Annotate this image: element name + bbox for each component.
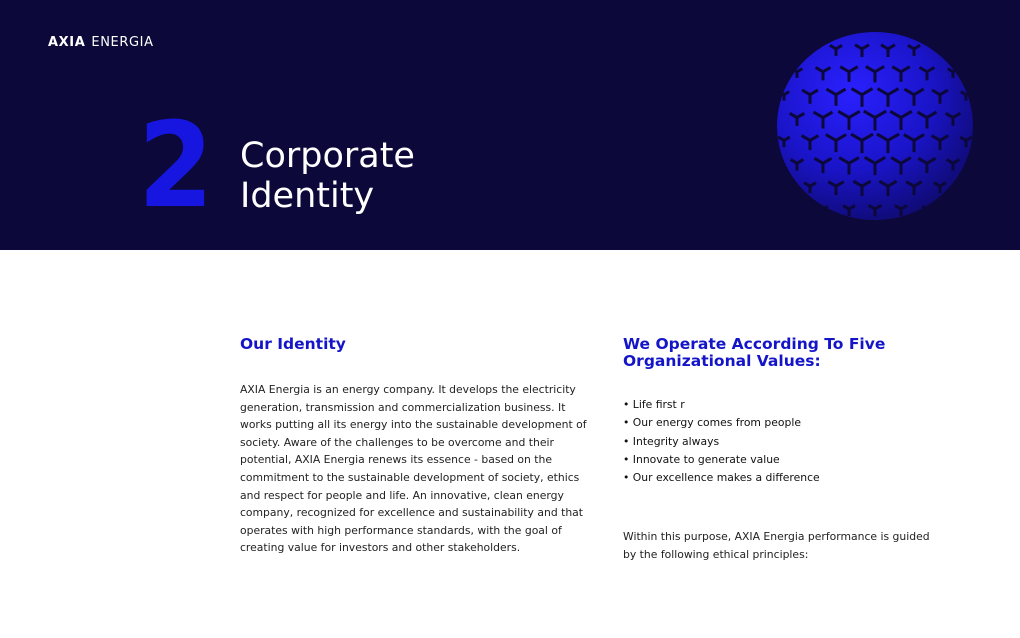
values-list-item: • Our excellence makes a difference xyxy=(623,471,820,485)
globe-facet-line xyxy=(953,69,958,72)
faceted-globe-icon xyxy=(775,30,975,222)
hero-banner xyxy=(0,0,1020,250)
logo-name: ENERGIA xyxy=(91,35,154,50)
identity-body: AXIA Energia is an energy company. It develops the electricity generation, transmission and commercialization business. It works putting all its energy into the sustainable development of society. Aware of the challenges to be overcome and their potential, AXIA Energia renews its essence - based on the commitment to the sustainable development of society, ethics and respect for people and life. An innovative, clean energy company, recognized for excellence and sustainability and that operates with high performance standards, with the goal of creating value for investors and other stakeholders. xyxy=(240,383,587,555)
globe-facet-line xyxy=(966,92,971,95)
globe-facet-line xyxy=(810,46,814,49)
chapter-title-line2: Identity xyxy=(240,176,375,216)
values-heading: We Operate According To Five Organizational Values: xyxy=(623,335,886,370)
identity-heading: Our Identity xyxy=(240,335,346,353)
chapter-title xyxy=(240,136,480,216)
globe-facet-line xyxy=(936,46,940,49)
company-logo xyxy=(48,35,154,50)
logo-brand: AXIA xyxy=(48,35,86,50)
values-section xyxy=(623,336,943,564)
values-list-item: • Our energy comes from people xyxy=(623,416,801,430)
globe-facet-line xyxy=(927,206,932,209)
values-list-item: • Life first r xyxy=(623,398,685,411)
values-closing-text: Within this purpose, AXIA Energia performance is guided by the following ethical principles: xyxy=(623,530,930,562)
globe-facet-line xyxy=(818,206,823,209)
identity-section xyxy=(240,336,590,557)
values-list-item: • Innovate to generate value xyxy=(623,452,780,466)
globe-facet-line xyxy=(940,46,944,49)
globe-facet-line xyxy=(779,92,784,95)
chapter-number: 2 xyxy=(138,96,214,234)
globe-facet-line xyxy=(922,206,927,209)
globe-facet-line xyxy=(806,46,810,49)
values-list xyxy=(623,396,943,487)
globe-facet-line xyxy=(792,69,797,72)
globe-facet-line xyxy=(823,206,828,209)
values-list-item: • Integrity always xyxy=(623,434,720,448)
chapter-title-line1: Corporate xyxy=(240,136,415,176)
